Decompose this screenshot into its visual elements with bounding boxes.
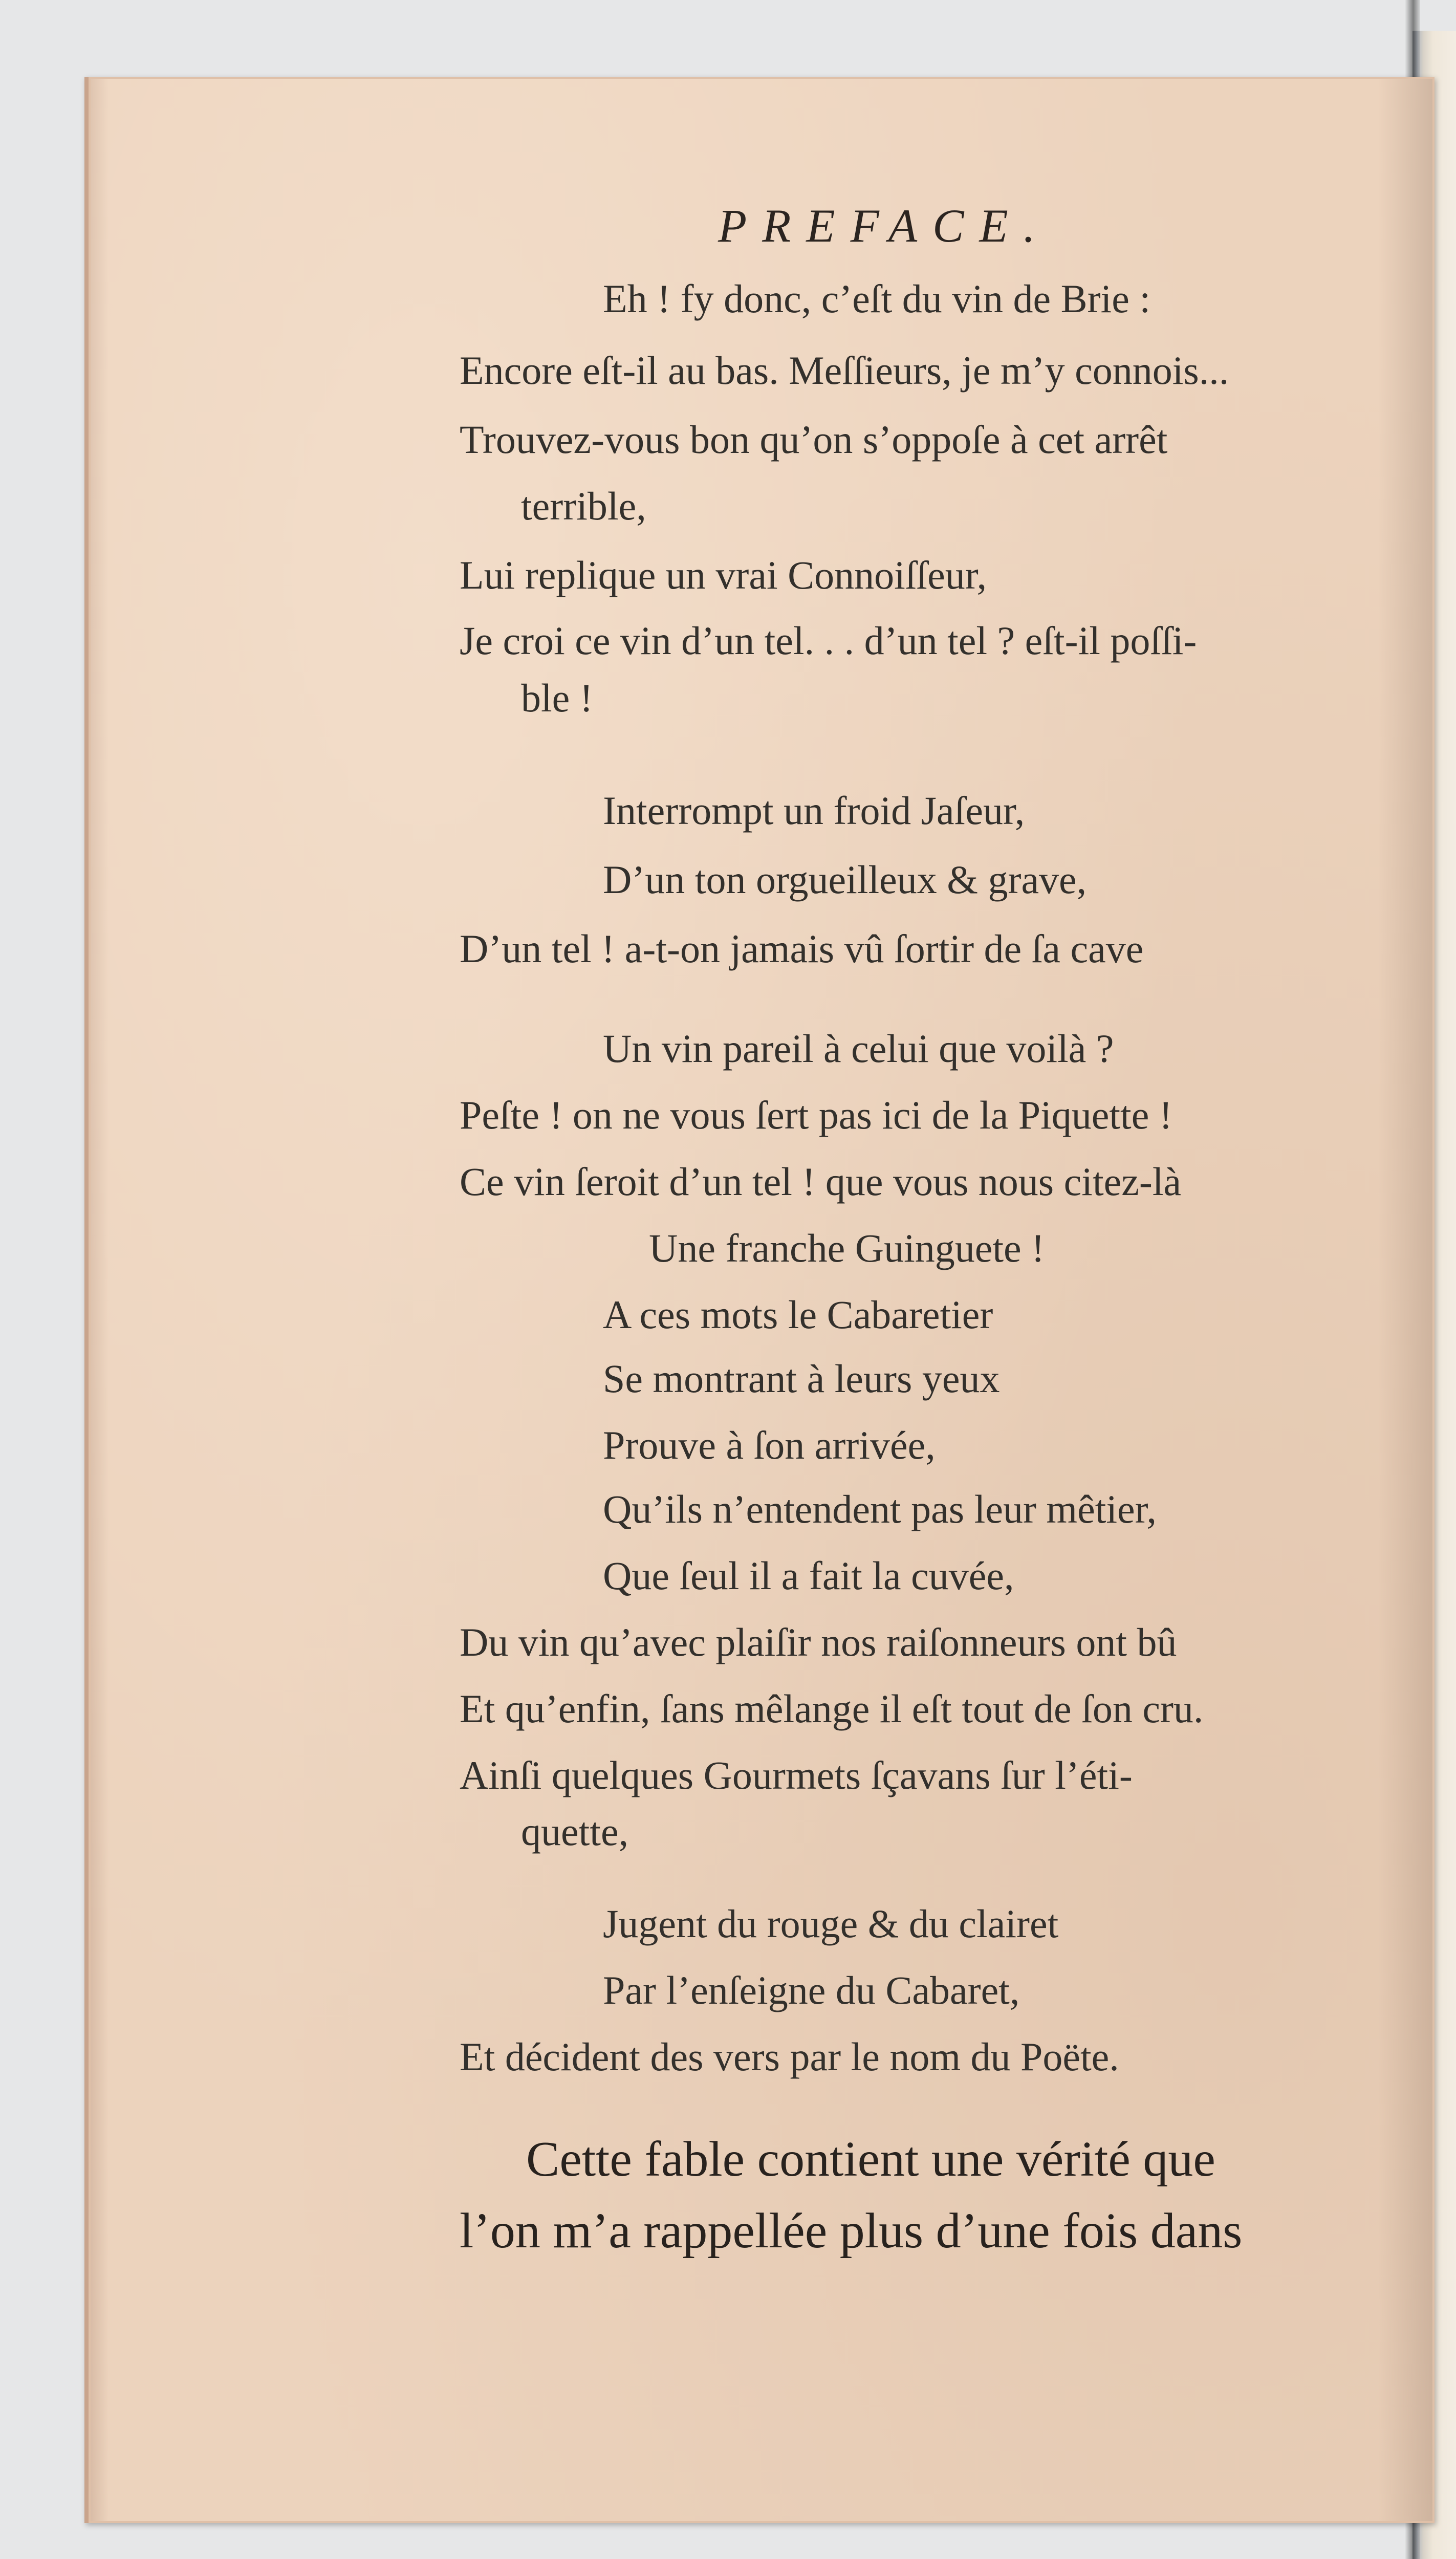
verse-line: Je croi ce vin d’un tel. . . d’un tel ? eſt-il poſſi-	[460, 618, 1197, 663]
verse-line: terrible,	[521, 484, 646, 528]
running-head: PREFACE.	[718, 200, 1051, 252]
verse-line: D’un ton orgueilleux & grave,	[603, 857, 1087, 902]
verse-line: Ainſi quelques Gourmets ſçavans ſur l’éti-	[460, 1753, 1133, 1797]
verse-line: Et décident des vers par le nom du Poëte.	[460, 2034, 1119, 2079]
prose-line: l’on m’a rappellée plus d’une fois dans	[460, 2203, 1243, 2259]
verse-line: Peſte ! on ne vous ſert pas ici de la Piquette !	[460, 1093, 1172, 1137]
verse-line: Prouve à ſon arrivée,	[603, 1423, 936, 1467]
verse-line: Encore eſt-il au bas. Meſſieurs, je m’y connois...	[460, 348, 1229, 393]
verse-line: Trouvez-vous bon qu’on s’oppoſe à cet arrêt	[460, 417, 1168, 462]
verse-line: Une franche Guinguete !	[649, 1226, 1045, 1270]
verse-line: Jugent du rouge & du clairet	[603, 1901, 1059, 1946]
verse-line: Se montrant à leurs yeux	[603, 1356, 1000, 1401]
verse-line: Qu’ils n’entendent pas leur mêtier,	[603, 1487, 1157, 1531]
book-page	[84, 77, 1435, 2523]
verse-line: ble !	[521, 676, 593, 720]
verse-line: quette,	[521, 1809, 629, 1854]
verse-line: Par l’enſeigne du Cabaret,	[603, 1968, 1020, 2012]
verse-line: Du vin qu’avec plaiſir nos raiſonneurs ont bû	[460, 1620, 1177, 1664]
verse-line: D’un tel ! a-t-on jamais vû ſortir de ſa cave	[460, 926, 1144, 971]
page-text	[89, 77, 1435, 2523]
verse-line: Que ſeul il a fait la cuvée,	[603, 1553, 1014, 1598]
verse-line: Ce vin ſeroit d’un tel ! que vous nous citez-là	[460, 1159, 1182, 1204]
verse-line: Un vin pareil à celui que voilà ?	[603, 1026, 1114, 1071]
verse-line: Interrompt un froid Jaſeur,	[603, 788, 1025, 833]
verse-line: A ces mots le Cabaretier	[603, 1292, 993, 1337]
verse-line: Eh ! fy donc, c’eſt du vin de Brie :	[603, 276, 1151, 321]
prose-line: Cette fable contient une vérité que	[526, 2132, 1215, 2187]
verse-line: Et qu’enfin, ſans mêlange il eſt tout de ſon cru.	[460, 1686, 1204, 1731]
verse-line: Lui replique un vrai Connoiſſeur,	[460, 553, 987, 597]
